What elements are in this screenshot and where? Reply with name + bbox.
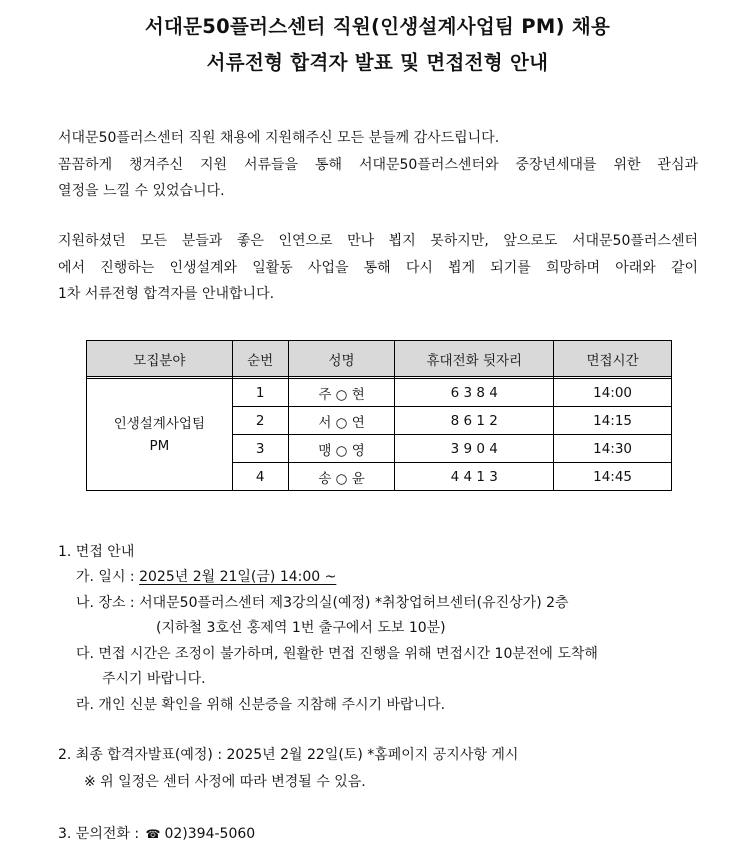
schedule-change-note: ※ 위 일정은 센터 사정에 따라 변경될 수 있음. — [84, 774, 366, 790]
row-time: 14:00 — [554, 379, 672, 407]
row-name: 주 ○ 현 — [288, 379, 395, 407]
row-name: 맹 ○ 영 — [288, 435, 395, 463]
document-title: 서대문50플러스센터 직원(인생설계사업팀 PM) 채용 — [144, 15, 611, 38]
row-phone: 8 6 1 2 — [395, 407, 554, 435]
contact-phone: 02)394-5060 — [164, 826, 256, 842]
interview-time-note: 다. 면접 시간은 조정이 불가하며, 원활한 면접 진행을 위해 면접시간 10분전에 도착해 — [76, 646, 598, 662]
interview-id-note: 라. 개인 신분 확인을 위해 신분증을 지참해 주시기 바랍니다. — [76, 697, 446, 713]
applicant-table — [86, 340, 672, 491]
final-announcement: 2. 최종 합격자발표(예정) : 2025년 2월 22일(토) *홈페이지 공지사항 게시 — [58, 747, 519, 763]
intro-line: 지원하셨던 모든 분들과 좋은 인연으로 만나 뵙지 못하지만, 앞으로도 서대문50플러스센터 — [58, 233, 698, 249]
interview-date-value: 2025년 2월 21일(금) 14:00 ~ — [139, 569, 337, 585]
row-phone: 4 4 1 3 — [395, 463, 554, 491]
header-number: 순번 — [232, 341, 288, 377]
intro-line: 꼼꼼하게 챙겨주신 지원 서류들을 통해 서대문50플러스센터와 중장년세대를 위한 관심과 — [58, 156, 698, 173]
field-name: 인생설계사업팀 — [113, 415, 206, 432]
phone-icon: ☎ — [145, 827, 161, 841]
row-name: 서 ○ 연 — [288, 407, 395, 435]
header-phone: 휴대전화 뒷자리 — [395, 341, 554, 377]
row-phone: 3 9 0 4 — [395, 435, 554, 463]
document-subtitle: 서류전형 합격자 발표 및 면접전형 안내 — [206, 51, 549, 74]
table-row — [87, 379, 672, 407]
contact-label: 3. 문의전화 : — [58, 826, 144, 842]
row-number: 1 — [232, 379, 288, 407]
header-name: 성명 — [288, 341, 395, 377]
intro-paragraph-1 — [58, 125, 698, 205]
header-time: 면접시간 — [554, 341, 672, 377]
field-role: PM — [149, 437, 170, 454]
field-cell — [87, 379, 233, 491]
table-header-row — [87, 341, 672, 377]
interview-heading: 1. 면접 안내 — [58, 544, 135, 560]
row-name: 송 ○ 윤 — [288, 463, 395, 491]
row-time: 14:30 — [554, 435, 672, 463]
row-number: 3 — [232, 435, 288, 463]
intro-line: 서대문50플러스센터 직원 채용에 지원해주신 모든 분들께 감사드립니다. — [58, 130, 500, 146]
row-number: 2 — [232, 407, 288, 435]
row-number: 4 — [232, 463, 288, 491]
interview-place-directions: (지하철 3호선 홍제역 1번 출구에서 도보 10분) — [156, 620, 446, 636]
interview-place: 나. 장소 : 서대문50플러스센터 제3강의실(예정) *취창업허브센터(유진상가) 2층 — [76, 595, 569, 611]
interview-time-note-cont: 주시기 바랍니다. — [102, 671, 206, 687]
interview-date-label: 가. 일시 : — [76, 569, 140, 585]
intro-line: 열정을 느낄 수 있었습니다. — [58, 183, 225, 199]
interview-date — [76, 566, 336, 586]
header-field: 모집분야 — [87, 341, 233, 377]
row-time: 14:45 — [554, 463, 672, 491]
row-phone: 6 3 8 4 — [395, 379, 554, 407]
intro-line: 1차 서류전형 합격자를 안내합니다. — [58, 286, 275, 302]
row-time: 14:15 — [554, 407, 672, 435]
intro-paragraph-2 — [58, 228, 698, 308]
contact-line — [58, 823, 255, 843]
intro-line: 에서 진행하는 인생설계와 일활동 사업을 통해 다시 뵙게 되기를 희망하며 아래와 같이 — [58, 259, 698, 276]
